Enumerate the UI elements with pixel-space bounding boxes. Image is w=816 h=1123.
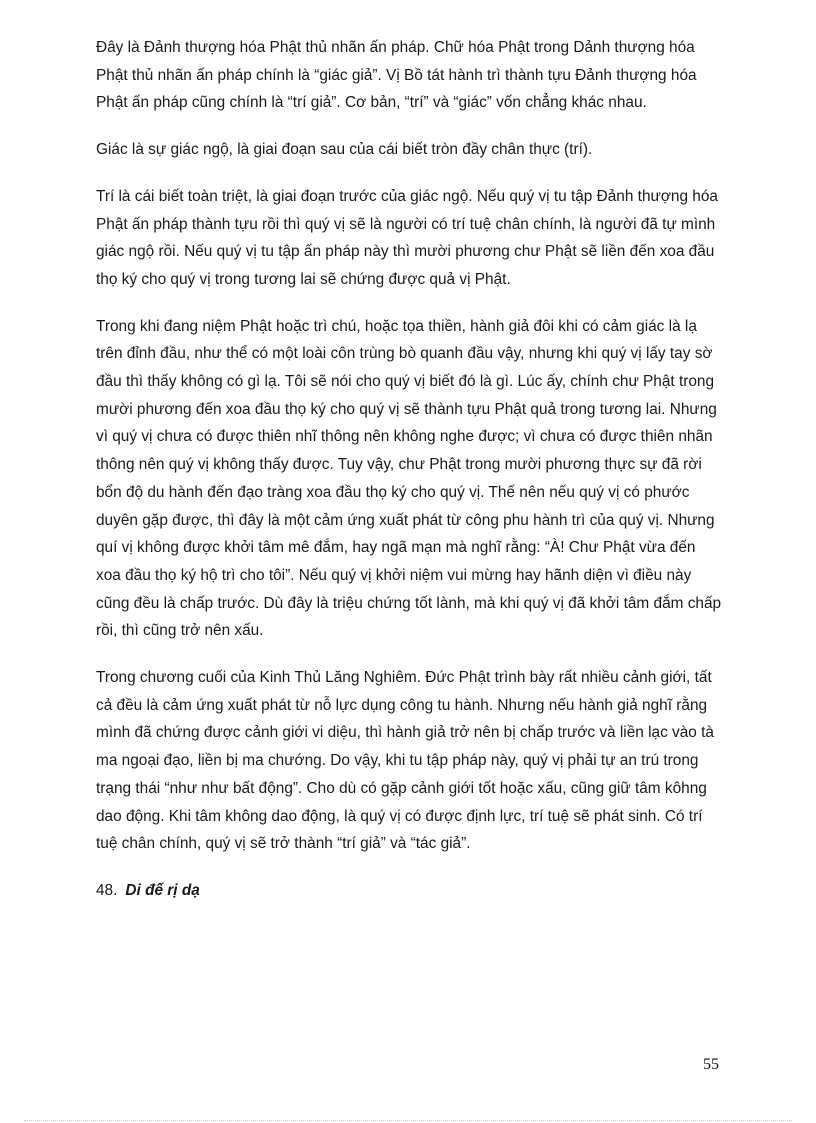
paragraph-5: Trong chương cuối của Kinh Thủ Lăng Nghiêm. Đức Phật trình bày rất nhiều cảnh giới, tất cả đều là cảm ứng xuất phát từ nỗ lực dụng công tu hành. Nhưng nếu hành giả nghĩ rằng mình đã chứng được cảnh giới vi diệu, thì hành giả trở nên bị chấp trước và liền lạc vào tà ma ngoại đạo, liền bị ma chướng. Do vậy, khi tu tập pháp này, quý vị phải tự an trú trong trạng thái “như như bất động”. Cho dù có gặp cảnh giới tốt hoặc xấu, cũng giữ tâm kôhng dao động. Khi tâm không dao động, là quý vị có được định lực, trí tuệ sẽ phát sinh. Có trí tuệ chân chính, quý vị sẽ trở thành “trí giả” và “tác giả”. <box>96 669 714 853</box>
section-title: Di đế rị dạ <box>125 881 200 899</box>
page-number: 55 <box>703 1056 719 1073</box>
page-body <box>96 34 722 905</box>
paragraph-3: Trí là cái biết toàn triệt, là giai đoạn trước của giác ngộ. Nếu quý vị tu tập Đảnh thượng hóa Phật ấn pháp thành tựu rồi thì quý vị sẽ là người có trí tuệ chân chính, là người đã tự mình giác ngộ rồi. Nếu quý vị tu tập ấn pháp này thì mười phương chư Phật sẽ liền đến xoa đầu thọ ký cho quý vị trong tương lai sẽ chứng được quả vị Phật. <box>96 187 718 288</box>
paragraph-2: Giác là sự giác ngộ, là giai đoạn sau của cái biết tròn đầy chân thực (trí). <box>96 141 593 159</box>
page-bottom-divider <box>24 1120 792 1121</box>
section-number: 48. <box>96 881 118 899</box>
paragraph-4: Trong khi đang niệm Phật hoặc trì chú, hoặc tọa thiền, hành giả đôi khi có cảm giác là lạ trên đỉnh đầu, như thể có một loài côn trùng bò quanh đầu vậy, nhưng khi quý vị lấy tay sờ đầu thì thấy không có gì lạ. Tôi sẽ nói cho quý vị biết đó là gì. Lúc ấy, chính chư Phật trong mười phương đến xoa đầu thọ ký cho quý vị sẽ thành tựu Phật quả trong tương lai. Nhưng vì quý vị chưa có được thiên nhĩ thông nên không nghe được; vì chưa có được thiên nhãn thông nên quý vị không thấy được. Tuy vậy, chư Phật trong mười phương thực sự đã rời bổn độ du hành đến đạo tràng xoa đầu thọ ký cho quý vị. Thế nên nếu quý vị có phước duyên gặp được, thì đây là một cảm ứng xuất phát từ công phu hành trì của quý vị. Nhưng quí vị không được khởi tâm mê đắm, hay ngã mạn mà nghĩ rằng: “À! Chư Phật vừa đến xoa đầu thọ ký hộ trì cho tôi”. Nếu quý vị khởi niệm vui mừng hay hãnh diện vì điều này cũng đều là chấp trước. Dù đây là triệu chứng tốt lành, mà khi quý vị đã khởi tâm đắm chấp rồi, thì cũng trở nên xấu. <box>96 317 722 640</box>
section-heading <box>96 877 722 905</box>
paragraph-1: Đây là Đảnh thượng hóa Phật thủ nhãn ấn pháp. Chữ hóa Phật trong Dảnh thượng hóa Phật thủ nhãn ấn pháp chính là “giác giả”. Vị Bồ tát hành trì thành tựu Đảnh thượng hóa Phật ấn pháp cũng chính là “trí giả”. Cơ bản, “trí” và “giác” vốn chẳng khác nhau. <box>96 39 697 112</box>
